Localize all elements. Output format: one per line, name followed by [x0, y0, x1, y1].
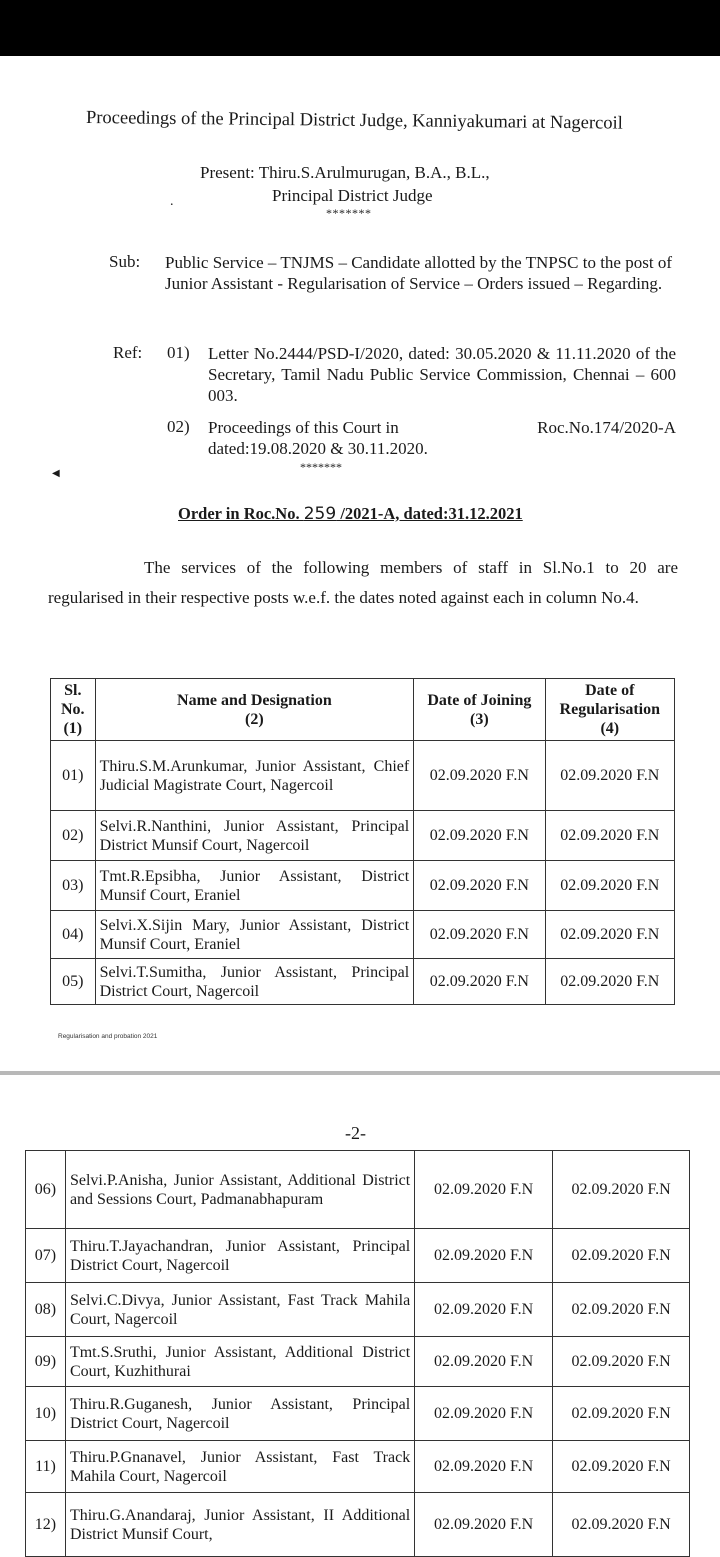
table-row [26, 1441, 690, 1493]
scan-mark: ◀ [52, 468, 60, 479]
cell-doj: 02.09.2020 F.N [414, 911, 545, 959]
cell-name: Selvi.T.Sumitha, Junior Assistant, Principal District Court, Nagercoil [95, 959, 414, 1005]
presiding-officer-designation: Principal District Judge [272, 186, 433, 205]
cell-name: Thiru.P.Gnanavel, Junior Assistant, Fast Track Mahila Court, Nagercoil [65, 1441, 414, 1493]
cell-dor: 02.09.2020 F.N [553, 1229, 690, 1283]
cell-name: Thiru.S.M.Arunkumar, Junior Assistant, Chief Judicial Magistrate Court, Nagercoil [95, 741, 414, 811]
cell-dor: 02.09.2020 F.N [553, 1151, 690, 1229]
cell-doj: 02.09.2020 F.N [415, 1441, 553, 1493]
reference-1-number: 01) [167, 343, 190, 362]
reference-label: Ref: [113, 343, 143, 362]
cell-name: Tmt.S.Sruthi, Junior Assistant, Additional District Court, Kuzhithurai [65, 1337, 414, 1387]
page-footer: Regularisation and probation 2021 [58, 1033, 158, 1040]
cell-name: Tmt.R.Epsibha, Junior Assistant, District Munsif Court, Eraniel [95, 861, 414, 911]
cell-name: Selvi.X.Sijin Mary, Junior Assistant, District Munsif Court, Eraniel [95, 911, 414, 959]
header-date-of-joining: Date of Joining (3) [414, 679, 545, 741]
cell-sl: 12) [26, 1493, 66, 1557]
cell-name: Thiru.T.Jayachandran, Junior Assistant, Principal District Court, Nagercoil [65, 1229, 414, 1283]
table-row [26, 1283, 690, 1337]
cell-dor: 02.09.2020 F.N [553, 1441, 690, 1493]
separator-stars: ******* [326, 206, 372, 220]
cell-dor: 02.09.2020 F.N [545, 861, 674, 911]
cell-name: Selvi.R.Nanthini, Junior Assistant, Principal District Munsif Court, Nagercoil [95, 811, 414, 861]
table-row [26, 1387, 690, 1441]
reference-2-text-a: Proceedings of this Court in [208, 418, 399, 437]
cell-dor: 02.09.2020 F.N [545, 811, 674, 861]
table-row [51, 741, 675, 811]
cell-name: Thiru.R.Guganesh, Junior Assistant, Principal District Court, Nagercoil [65, 1387, 414, 1441]
cell-dor: 02.09.2020 F.N [553, 1283, 690, 1337]
reference-2-number: 02) [167, 417, 190, 436]
cell-sl: 07) [26, 1229, 66, 1283]
cell-dor: 02.09.2020 F.N [553, 1387, 690, 1441]
status-bar [0, 0, 720, 56]
cell-sl: 01) [51, 741, 96, 811]
header-name-designation: Name and Designation (2) [95, 679, 414, 741]
cell-sl: 04) [51, 911, 96, 959]
cell-doj: 02.09.2020 F.N [414, 741, 545, 811]
table-row [26, 1229, 690, 1283]
reference-2-dates: dated:19.08.2020 & 30.11.2020. [208, 439, 428, 458]
subject-label: Sub: [109, 252, 141, 271]
cell-doj: 02.09.2020 F.N [414, 811, 545, 861]
cell-doj: 02.09.2020 F.N [415, 1283, 553, 1337]
order-heading [178, 504, 523, 524]
cell-name: Thiru.G.Anandaraj, Junior Assistant, II Additional District Munsif Court, [65, 1493, 414, 1557]
cell-doj: 02.09.2020 F.N [415, 1229, 553, 1283]
table-row [51, 911, 675, 959]
cell-dor: 02.09.2020 F.N [545, 959, 674, 1005]
order-prefix: Order in Roc.No. [178, 504, 304, 523]
document-title: Proceedings of the Principal District Judge, Kanniyakumari at Nagercoil [85, 108, 623, 134]
cell-dor: 02.09.2020 F.N [545, 741, 674, 811]
cell-sl: 06) [26, 1151, 66, 1229]
cell-name: Selvi.P.Anisha, Junior Assistant, Additional District and Sessions Court, Padmanabhapuram [65, 1151, 414, 1229]
cell-name: Selvi.C.Divya, Junior Assistant, Fast Track Mahila Court, Nagercoil [65, 1283, 414, 1337]
presiding-officer: Present: Thiru.S.Arulmurugan, B.A., B.L., [200, 163, 490, 182]
order-suffix: /2021-A, dated:31.12.2021 [336, 504, 523, 523]
cell-dor: 02.09.2020 F.N [553, 1493, 690, 1557]
cell-doj: 02.09.2020 F.N [415, 1151, 553, 1229]
scan-speck: . [170, 194, 174, 209]
cell-sl: 09) [26, 1337, 66, 1387]
table-row [26, 1151, 690, 1229]
table-header-row [51, 679, 675, 741]
cell-doj: 02.09.2020 F.N [415, 1337, 553, 1387]
subject-text: Public Service – TNJMS – Candidate allotted by the TNPSC to the post of Junior Assistant - Regularisation of Service – Orders issued – Regarding. [165, 253, 672, 293]
order-paragraph: The services of the following members of staff in Sl.No.1 to 20 are regularised in their respective posts w.e.f. the dates noted against each in column No.4. [48, 558, 678, 607]
reference-2-roc: Roc.No.174/2020-A [537, 418, 676, 437]
header-date-of-regularisation: Date of Regularisation (4) [545, 679, 674, 741]
reference-1-text: Letter No.2444/PSD-I/2020, dated: 30.05.2020 & 11.11.2020 of the Secretary, Tamil Nadu Public Service Commission, Chennai – 600 003. [208, 344, 676, 405]
cell-sl: 11) [26, 1441, 66, 1493]
cell-dor: 02.09.2020 F.N [545, 911, 674, 959]
reference-2-text [208, 417, 676, 459]
cell-doj: 02.09.2020 F.N [415, 1493, 553, 1557]
cell-doj: 02.09.2020 F.N [415, 1387, 553, 1441]
cell-dor: 02.09.2020 F.N [553, 1337, 690, 1387]
regularisation-table-page-1 [50, 678, 675, 1005]
regularisation-table-page-2 [25, 1150, 690, 1557]
cell-doj: 02.09.2020 F.N [414, 861, 545, 911]
cell-sl: 03) [51, 861, 96, 911]
table-row [51, 861, 675, 911]
table-row [26, 1493, 690, 1557]
document-page-1 [0, 56, 720, 1069]
separator-stars-2: ******* [300, 460, 342, 474]
order-handwritten-number: 259 [303, 504, 337, 524]
cell-sl: 02) [51, 811, 96, 861]
cell-doj: 02.09.2020 F.N [414, 959, 545, 1005]
cell-sl: 08) [26, 1283, 66, 1337]
cell-sl: 10) [26, 1387, 66, 1441]
page-number: -2- [345, 1123, 366, 1143]
table-row [51, 811, 675, 861]
table-row [51, 959, 675, 1005]
cell-sl: 05) [51, 959, 96, 1005]
table-row [26, 1337, 690, 1387]
header-sl-no: Sl. No. (1) [51, 679, 96, 741]
document-page-2 [0, 1075, 720, 1544]
